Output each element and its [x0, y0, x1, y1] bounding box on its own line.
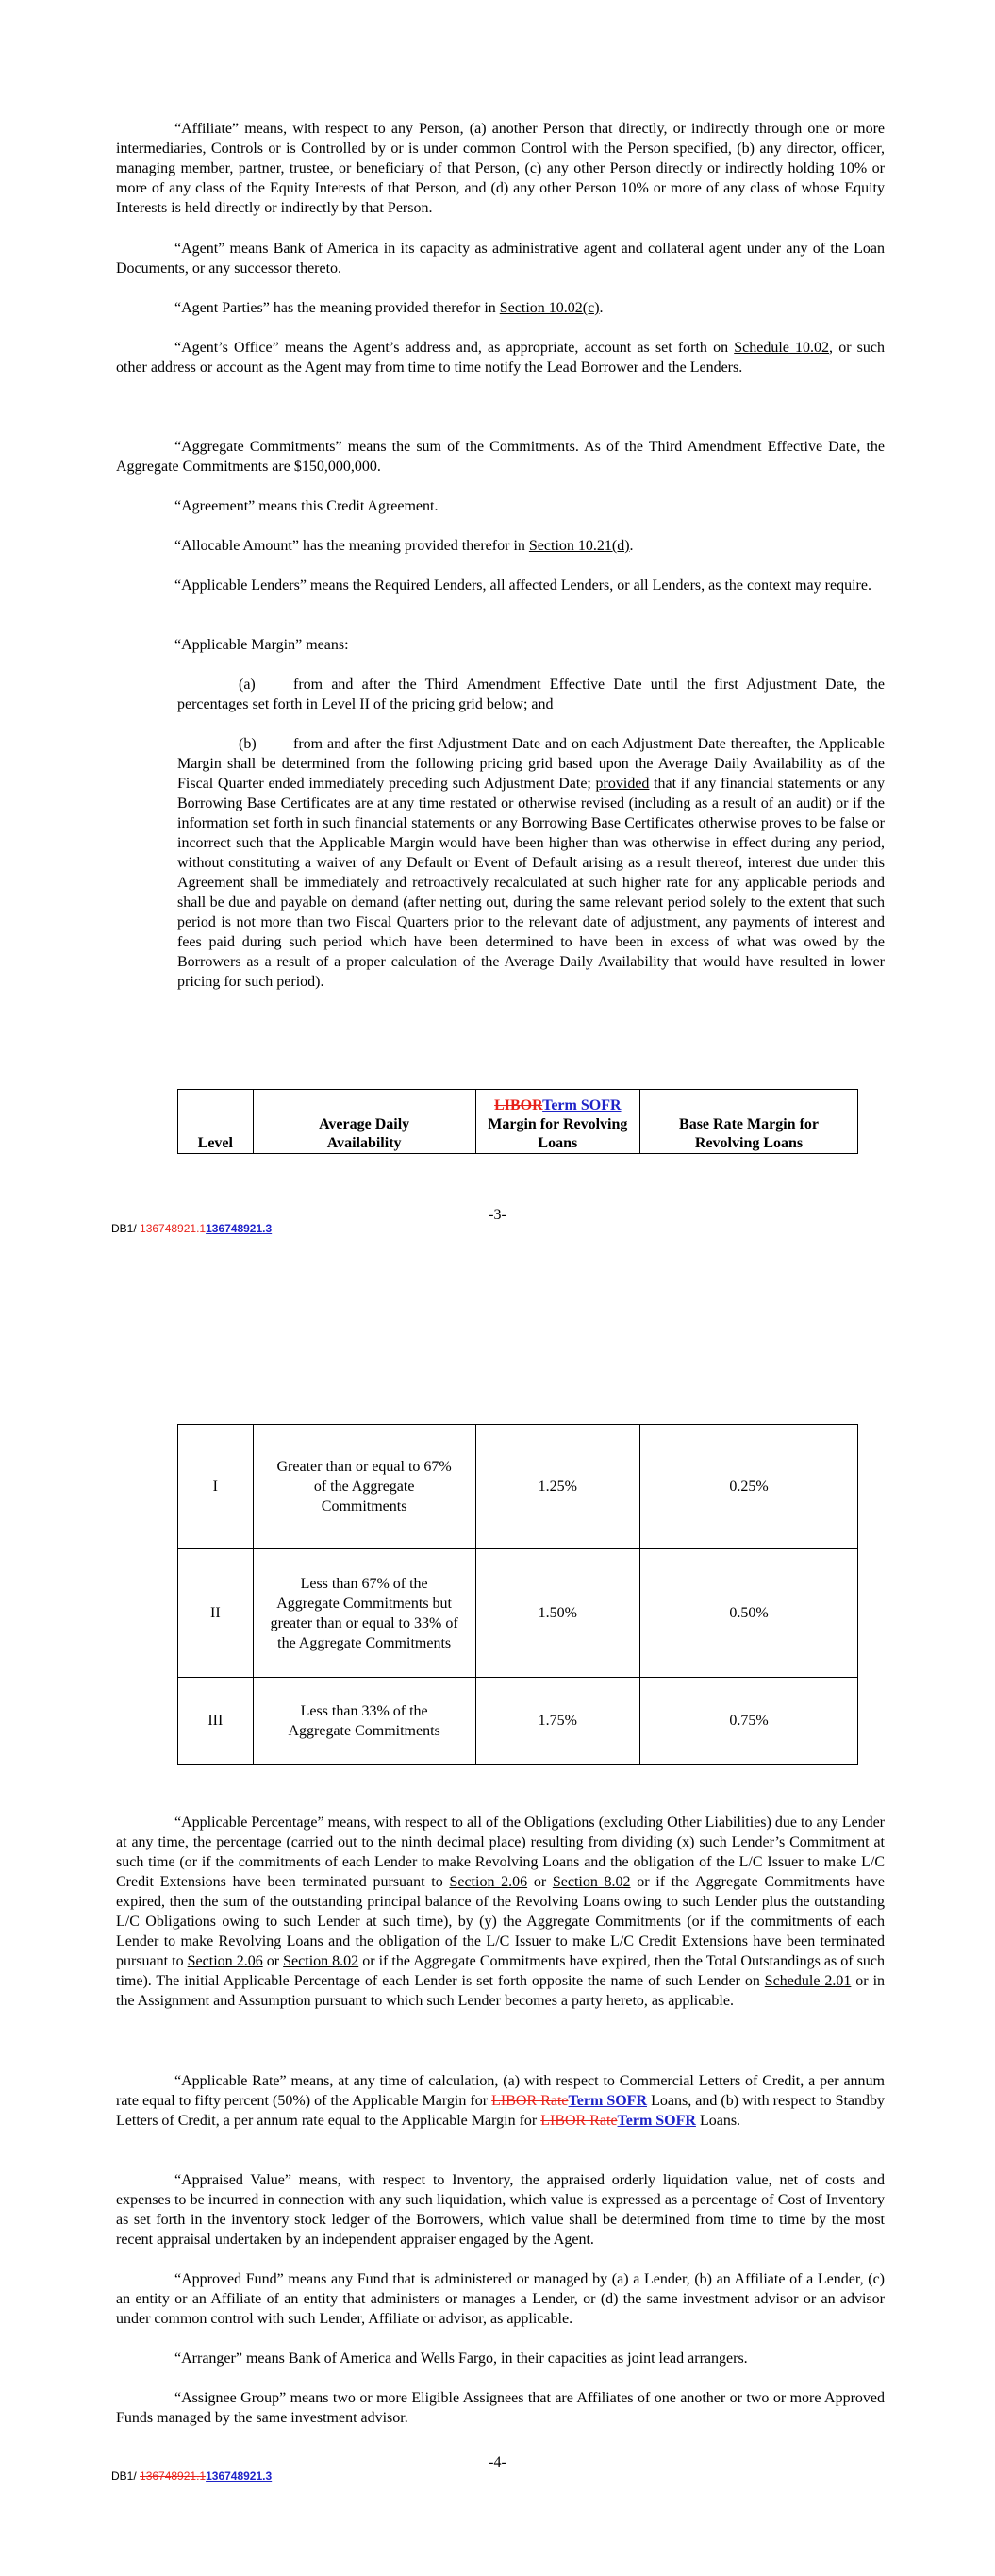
availability-cell: Less than 33% of the Aggregate Commitments: [253, 1678, 475, 1765]
definition-affiliate: “Affiliate” means, with respect to any Person, (a) another Person that directly, or indirectly through one or more intermediaries, Controls or is Controlled by or is under common Control with the Person specified, (b) any director, officer, managing member, partner, trustee, or beneficiary of that Person, (c) any other Person directly or indirectly holding 10% or more of any class of the Equity Interests of that Person, and (d) any other Person 10% or more of any class of whose Equity Interests is held directly or indirectly by that Person.: [116, 121, 885, 216]
sofr-margin-cell: 1.25%: [475, 1425, 639, 1549]
definition-agents-office: “Agent’s Office” means the Agent’s address and, as appropriate, account as set forth on Schedule 10.02, or such other address or account as the Agent may from time to time notify the Lead Borrower and the Lenders.: [116, 340, 886, 376]
availability-cell: Greater than or equal to 67% of the Aggregate Commitments: [253, 1425, 475, 1549]
level-cell: I: [178, 1425, 254, 1549]
header-sofr-margin: LIBORTerm SOFR Margin for Revolving Loans: [475, 1090, 639, 1154]
base-margin-cell: 0.25%: [640, 1425, 858, 1549]
header-availability: Average Daily Availability: [253, 1090, 475, 1154]
definition-allocable-amount: “Allocable Amount” has the meaning provided therefor in Section 10.21(d).: [174, 538, 634, 554]
pricing-grid-header: [177, 1089, 858, 1154]
page-3: [0, 0, 995, 1260]
definition-assignee-group: “Assignee Group” means two or more Eligible Assignees that are Affiliates of one another or two or more Approved Funds managed by the same investment advisor.: [116, 2390, 885, 2426]
definition-applicable-percentage: “Applicable Percentage” means, with respect to all of the Obligations (excluding Other Liabilities) due to any Lender at any time, the percentage (carried out to the ninth decimal place) resulting from dividing (x) such Lender’s Commitment at such time (or if the commitments of each Lender to make Revolving Loans and the obligation of the L/C Issuer to make L/C Credit Extensions have been terminated pursuant to Section 2.06 or Section 8.02 or if the Aggregate Commitments have expired, then the sum of the outstanding principal balance of the Revolving Loans owing to such Lender plus the outstanding L/C Obligations owing to such Lender at such time), by (y) the Aggregate Commitments (or if the commitments of each Lender to make Revolving Loans and the obligation of the L/C Issuer to make L/C Credit Extensions have been terminated pursuant to Section 2.06 or Section 8.02 or if the Aggregate Commitments have expired, then the Total Outstandings as of such time). The initial Applicable Percentage of each Lender is set forth opposite the name of such Lender on Schedule 2.01 or in the Assignment and Assumption pursuant to which such Lender becomes a party hereto, as applicable.: [116, 1815, 886, 2009]
document-id: DB1/ 136748921.1136748921.3: [111, 1222, 273, 1235]
availability-cell: Less than 67% of the Aggregate Commitments but greater than or equal to 33% of the Aggregate Commitments: [253, 1549, 475, 1678]
base-margin-cell: 0.50%: [640, 1549, 858, 1678]
section-reference: Section 10.02(c): [499, 300, 600, 316]
level-cell: III: [178, 1678, 254, 1765]
definition-applicable-rate: “Applicable Rate” means, at any time of calculation, (a) with respect to Commercial Letters of Credit, a per annum rate equal to fifty percent (50%) of the Applicable Margin for LIBOR RateTerm SOFR Loans, and (b) with respect to Standby Letters of Credit, a per annum rate equal to the Applicable Margin for LIBOR RateTerm SOFR Loans.: [116, 2073, 886, 2129]
definition-agreement: “Agreement” means this Credit Agreement.: [174, 498, 439, 514]
definition-appraised-value: “Appraised Value” means, with respect to Inventory, the appraised orderly liquidation value, net of costs and expenses to be incurred in connection with any such liquidation, which value is expressed as a percentage of Cost of Inventory as set forth in the inventory stock ledger of the Borrowers, which value shall be determined from time to time by the most recent appraisal undertaken by an independent appraiser engaged by the Agent.: [116, 2172, 885, 2248]
sofr-margin-cell: 1.50%: [475, 1549, 639, 1678]
schedule-reference: Schedule 10.02: [734, 340, 830, 356]
definition-aggregate-commitments: “Aggregate Commitments” means the sum of the Commitments. As of the Third Amendment Effective Date, the Aggregate Commitments are $150,000,000.: [116, 439, 885, 475]
definition-agent: “Agent” means Bank of America in its capacity as administrative agent and collateral agent under any of the Loan Documents, or any successor thereto.: [116, 241, 885, 276]
pricing-grid: [177, 1424, 858, 1765]
section-reference: Section 10.21(d): [528, 538, 630, 554]
level-cell: II: [178, 1549, 254, 1678]
definition-applicable-lenders: “Applicable Lenders” means the Required Lenders, all affected Lenders, or all Lenders, as the context may require.: [174, 577, 871, 594]
sofr-margin-cell: 1.75%: [475, 1678, 639, 1765]
page-4: [0, 1260, 995, 2576]
definition-agent-parties: “Agent Parties” has the meaning provided therefor in Section 10.02(c).: [174, 300, 604, 316]
clause-b-label: (b): [239, 736, 257, 752]
clause-a: (a) from and after the Third Amendment Effective Date until the first Adjustment Date, the percentages set forth in Level II of the pricing grid below; and: [177, 677, 885, 712]
header-level: Level: [178, 1090, 254, 1154]
page-number: -4-: [489, 2454, 506, 2470]
table-row: [178, 1678, 858, 1765]
definition-approved-fund: “Approved Fund” means any Fund that is administered or managed by (a) a Lender, (b) an Affiliate of a Lender, (c) an entity or an Affiliate of an entity that administers or manages a Lender, or (d) the same investment advisor or an advisor under common control with such Lender, Affiliate or advisor, as applicable.: [116, 2271, 885, 2327]
definition-applicable-margin: “Applicable Margin” means:: [174, 637, 349, 653]
page-number: -3-: [489, 1207, 506, 1223]
base-margin-cell: 0.75%: [640, 1678, 858, 1765]
document-id: DB1/ 136748921.1136748921.3: [111, 2469, 273, 2483]
clause-a-label: (a): [239, 677, 256, 693]
table-row: [178, 1549, 858, 1678]
definition-arranger: “Arranger” means Bank of America and Wells Fargo, in their capacities as joint lead arrangers.: [174, 2350, 748, 2367]
table-row: [178, 1425, 858, 1549]
clause-b: (b) from and after the first Adjustment Date and on each Adjustment Date thereafter, the Applicable Margin shall be determined from the following pricing grid based upon the Average Daily Availability as of the Fiscal Quarter ended immediately preceding such Adjustment Date; provided that if any financial statements or any Borrowing Base Certificates are at any time restated or otherwise revised (including as a result of an audit) or if the information set forth in such financial statements or any Borrowing Base Certificates otherwise proves to be false or incorrect such that the Applicable Margin would have been higher than was otherwise in effect during any period, without constituting a waiver of any Default or Event of Default arising as a result thereof, interest due under this Agreement shall be immediately and retroactively recalculated at such higher rate for any applicable periods and shall be due and payable on demand (after netting out, during the same relevant period solely to the extent that such period is not more than two Fiscal Quarters prior to the relevant date of adjustment, any payments of interest and fees paid during such period which have been determined to have been in excess of what was owed by the Borrowers as a result of a proper calculation of the Average Daily Availability that would have resulted in lower pricing for such period).: [177, 736, 885, 990]
header-base-margin: Base Rate Margin for Revolving Loans: [640, 1090, 858, 1154]
